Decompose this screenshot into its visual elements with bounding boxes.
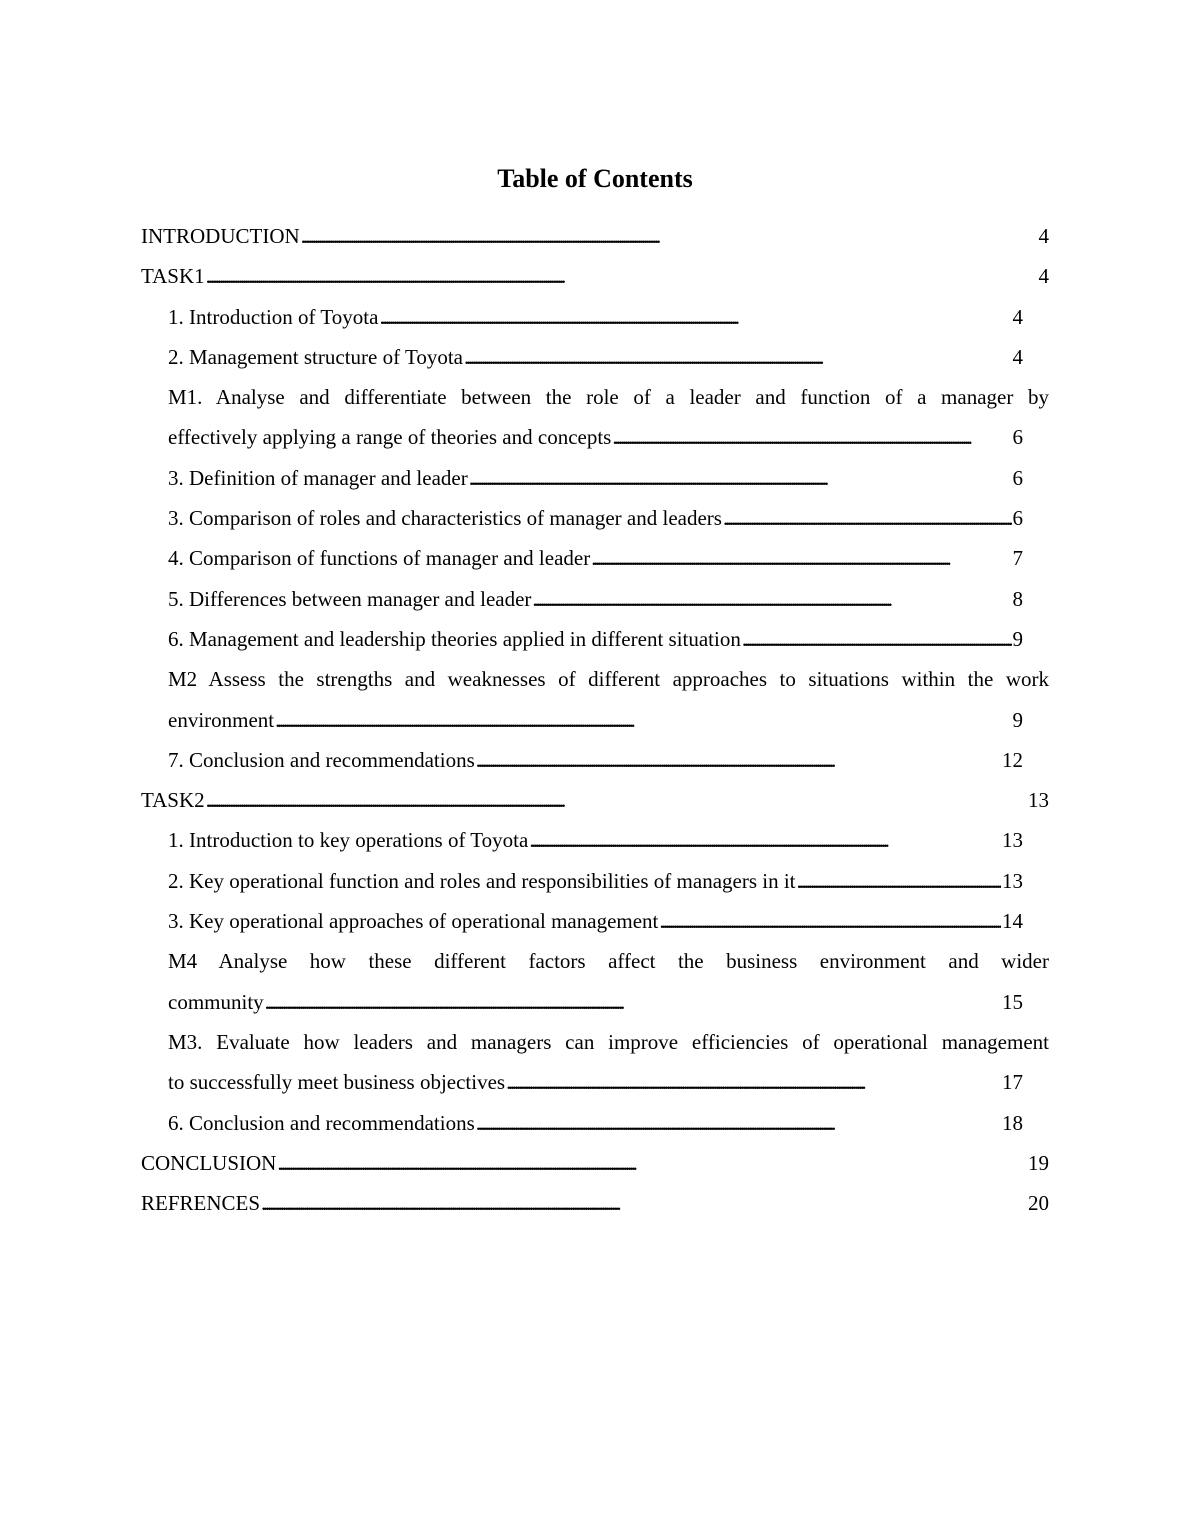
toc-entry-title: 4. Comparison of functions of manager and leader . . .	[168, 546, 591, 570]
toc-entry-conclusion-task1[interactable]	[168, 740, 1023, 780]
toc-entry-m2[interactable]	[168, 659, 1049, 740]
toc-entry-page: 19	[1027, 1143, 1049, 1183]
toc-entry-page: 4	[1012, 337, 1024, 377]
toc-entry-conclusion[interactable]	[141, 1143, 1049, 1183]
toc-entry-title-line2: to successfully meet business objectives . . .	[168, 1070, 506, 1094]
toc-entry-page: 13	[1027, 780, 1049, 820]
toc-entry-title: 6. Management and leadership theories applied in different situation . . .	[168, 627, 742, 651]
toc-entry-page: 6	[1012, 417, 1024, 457]
toc-entry-page: 9	[1012, 700, 1024, 740]
toc-entry-page: 17	[1001, 1062, 1023, 1102]
toc-entry-page: 9	[1012, 619, 1024, 659]
toc-entry-introduction-of-toyota[interactable]	[168, 297, 1023, 337]
toc-entry-task1[interactable]	[141, 256, 1049, 296]
toc-entry-title: 2. Management structure of Toyota . . .	[168, 345, 464, 369]
toc-entry-key-operational-function[interactable]	[168, 861, 1023, 901]
toc-entry-comparison-functions[interactable]	[168, 538, 1023, 578]
toc-entry-operational-approaches[interactable]	[168, 901, 1023, 941]
toc-entry-management-structure[interactable]	[168, 337, 1023, 377]
toc-entry-title: 1. Introduction of Toyota . . .	[168, 305, 379, 329]
toc-entry-title: INTRODUCTION . . .	[141, 224, 301, 248]
toc-entry-title: 2. Key operational function and roles and responsibilities of managers in it . . .	[168, 869, 797, 893]
toc-entry-m4[interactable]	[168, 941, 1049, 1022]
toc-entry-title-line2: effectively applying a range of theories and concepts . . .	[168, 425, 612, 449]
toc-entry-title: TASK2 . . .	[141, 788, 206, 812]
table-of-contents	[141, 216, 1049, 1223]
toc-entry-conclusion-task2[interactable]	[168, 1103, 1023, 1143]
toc-entry-page: 15	[1001, 982, 1023, 1022]
toc-entry-theories[interactable]	[168, 619, 1023, 659]
toc-entry-title: 7. Conclusion and recommendations . . .	[168, 748, 476, 772]
toc-entry-title-line1: M3. Evaluate how leaders and managers can improve efficiencies of operational management	[168, 1029, 1049, 1054]
toc-entry-page: 13	[1001, 861, 1023, 901]
toc-entry-task2[interactable]	[141, 780, 1049, 820]
toc-entry-comparison-roles[interactable]	[168, 498, 1023, 538]
toc-title: Table of Contents	[497, 164, 693, 193]
toc-entry-page: 4	[1038, 256, 1050, 296]
toc-entry-page: 4	[1038, 216, 1050, 256]
toc-entry-title: 5. Differences between manager and leader . . .	[168, 587, 532, 611]
toc-entry-page: 6	[1012, 498, 1024, 538]
toc-entry-page: 12	[1001, 740, 1023, 780]
toc-entry-introduction[interactable]	[141, 216, 1049, 256]
toc-entry-page: 14	[1001, 901, 1023, 941]
toc-entry-differences[interactable]	[168, 579, 1023, 619]
toc-entry-title-line1: M2 Assess the strengths and weaknesses of different approaches to situations within the work	[168, 667, 1049, 692]
toc-entry-title: TASK1 . . .	[141, 264, 206, 288]
toc-entry-page: 20	[1027, 1183, 1049, 1223]
toc-entry-intro-key-operations[interactable]	[168, 820, 1023, 860]
toc-entry-m3[interactable]	[168, 1022, 1049, 1103]
toc-entry-definition[interactable]	[168, 458, 1023, 498]
toc-entry-title-line1: M4 Analyse how these different factors affect the business environment and wider	[168, 949, 1049, 974]
toc-entry-page: 13	[1001, 820, 1023, 860]
toc-entry-references[interactable]	[141, 1183, 1049, 1223]
toc-entry-title-line1: M1. Analyse and differentiate between the role of a leader and function of a manager by	[168, 385, 1049, 410]
toc-entry-page: 6	[1012, 458, 1024, 498]
toc-entry-title-line2: community . . .	[168, 990, 265, 1014]
toc-entry-m1[interactable]	[168, 377, 1049, 458]
toc-entry-title: 3. Comparison of roles and characteristics of manager and leaders . . .	[168, 506, 723, 530]
toc-entry-page: 8	[1012, 579, 1024, 619]
toc-entry-title: 3. Key operational approaches of operational management . . .	[168, 909, 659, 933]
toc-entry-page: 18	[1001, 1103, 1023, 1143]
toc-entry-title-line2: environment . . .	[168, 708, 275, 732]
toc-entry-page: 4	[1012, 297, 1024, 337]
toc-entry-title: 6. Conclusion and recommendations . . .	[168, 1111, 476, 1135]
toc-entry-page: 7	[1012, 538, 1024, 578]
toc-entry-title: 3. Definition of manager and leader . . .	[168, 466, 469, 490]
toc-entry-title: CONCLUSION . . .	[141, 1151, 277, 1175]
toc-entry-title: 1. Introduction to key operations of Toyota . . .	[168, 828, 529, 852]
toc-entry-title: REFRENCES . . .	[141, 1191, 261, 1215]
